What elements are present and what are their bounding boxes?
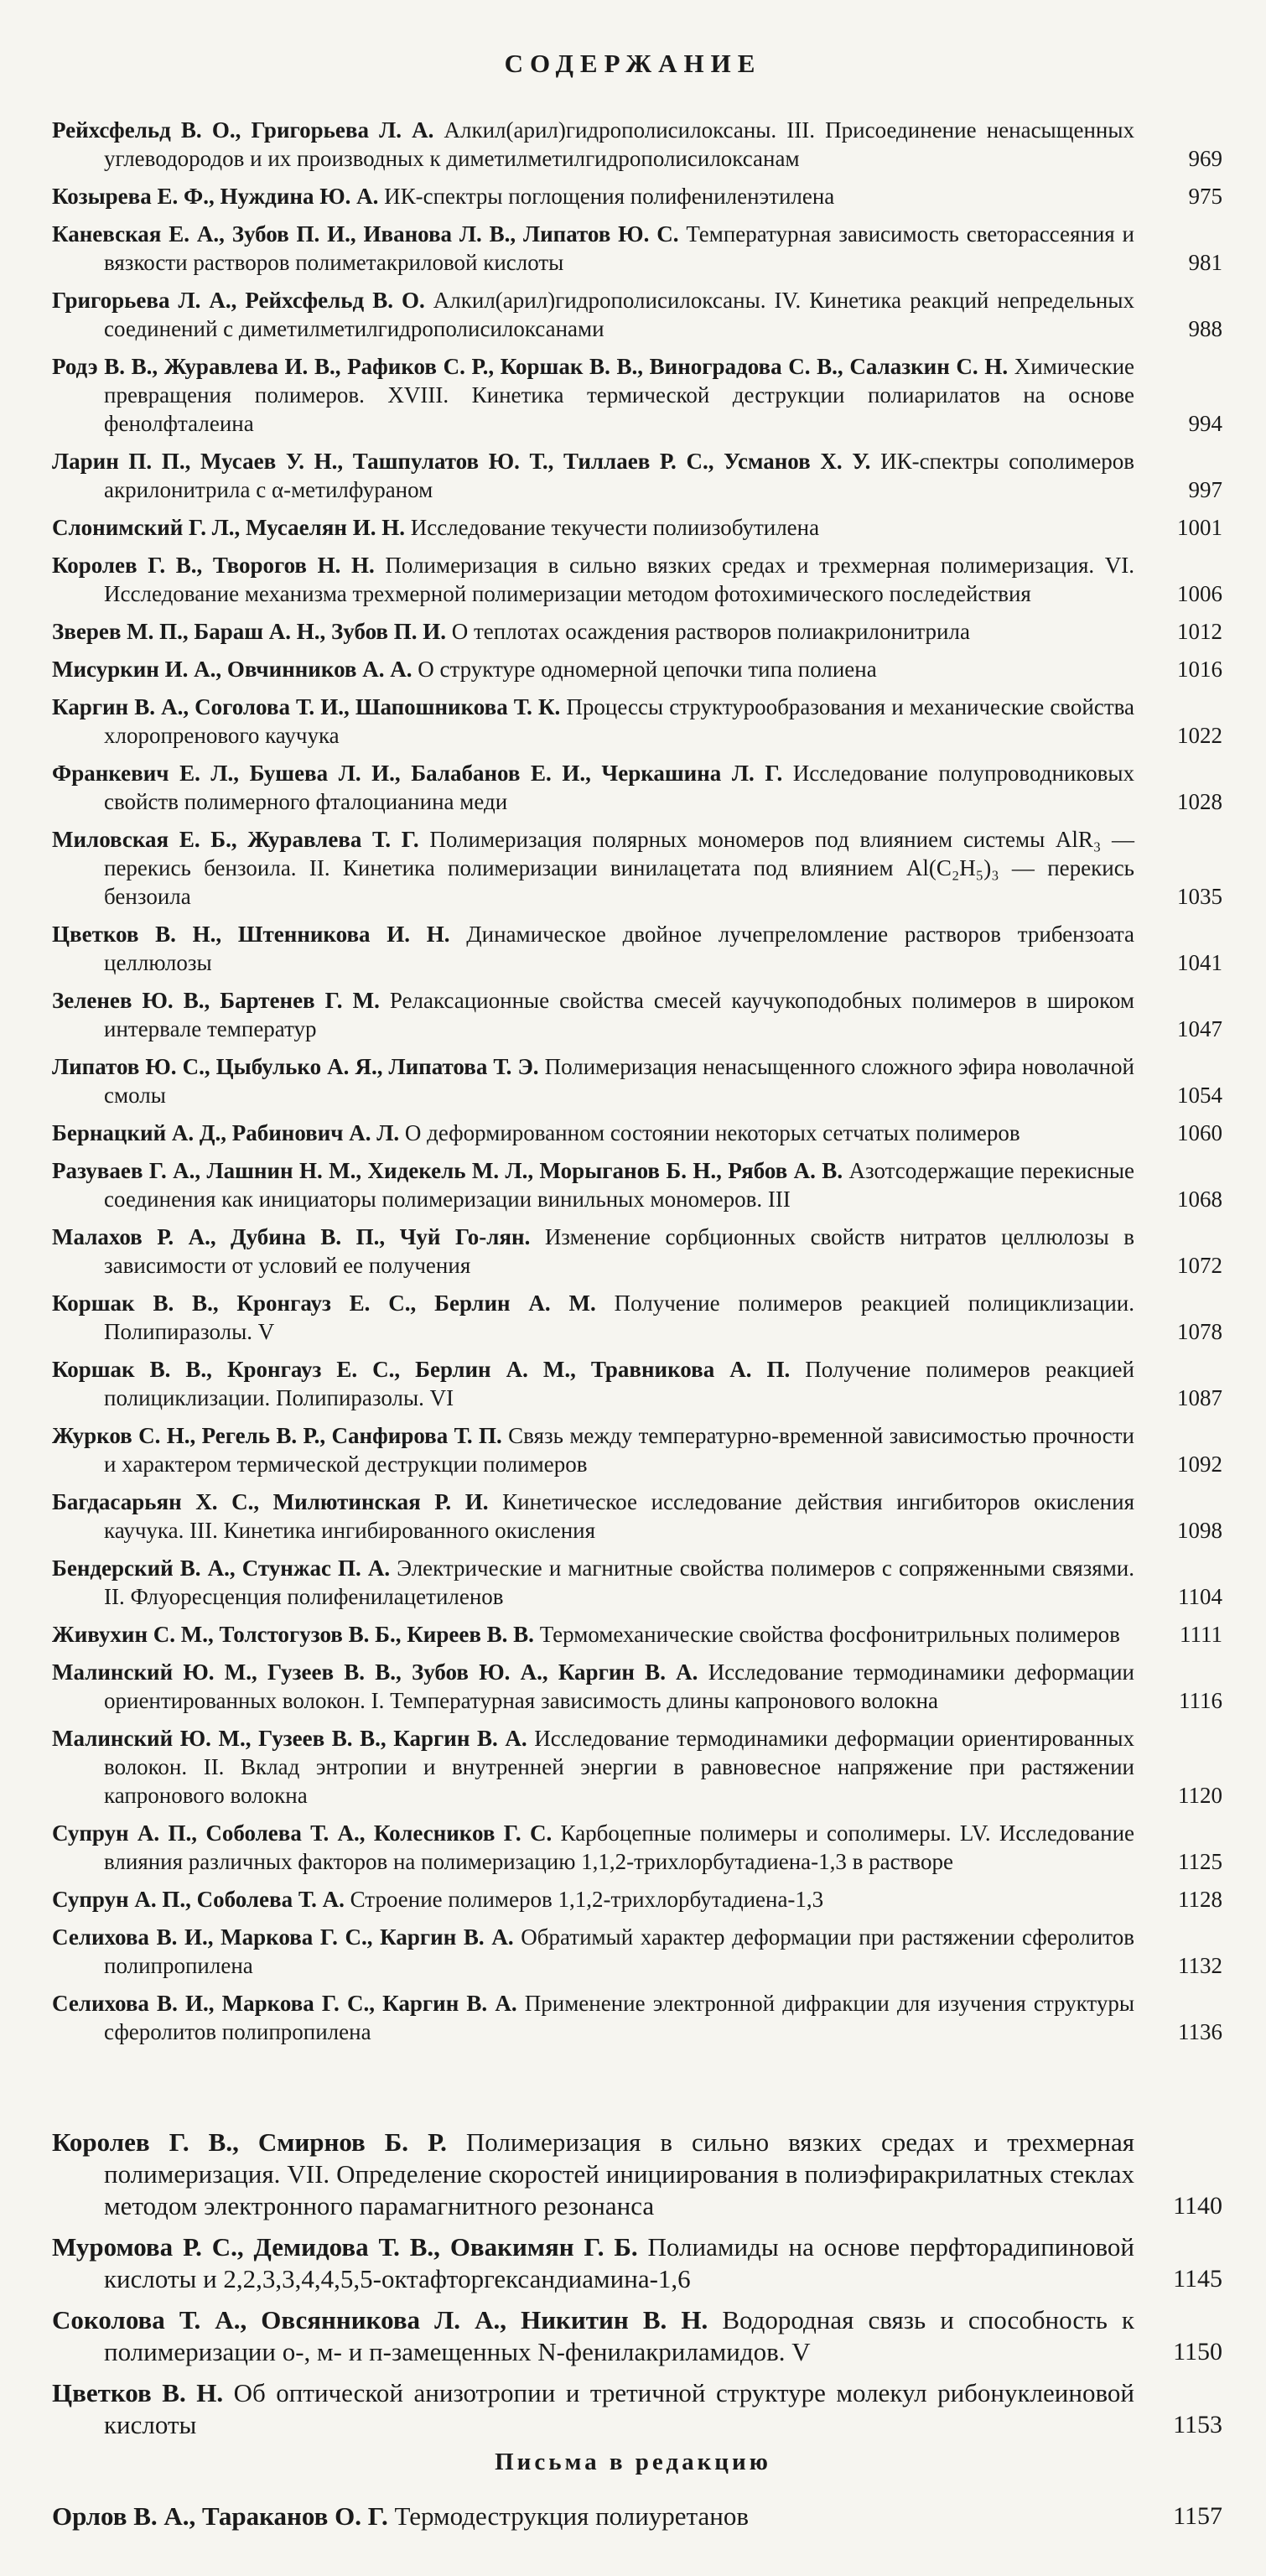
entry-authors: Муромова Р. С., Демидова Т. В., Овакимян Г. Б.	[52, 2232, 638, 2262]
toc-entry	[52, 2501, 1222, 2532]
toc-entry-text	[52, 1052, 1134, 1109]
toc-entry-text	[52, 2377, 1134, 2441]
entry-authors: Каневская Е. А., Зубов П. И., Иванова Л. В., Липатов Ю. С.	[52, 221, 679, 247]
entry-page-number: 997	[1188, 477, 1222, 502]
entry-authors: Бендерский В. А., Стунжас П. А.	[52, 1555, 391, 1581]
entry-authors: Супрун А. П., Соболева Т. А.	[52, 1887, 345, 1912]
entry-title: Динамическое двойное лучепреломление растворов трибензоата целлюлозы	[104, 922, 1134, 975]
toc-entry-text	[52, 617, 1134, 646]
toc-entry	[52, 1724, 1222, 1810]
toc-entry	[52, 655, 1222, 683]
entry-page-number: 1078	[1177, 1319, 1222, 1344]
toc-entry	[52, 513, 1222, 542]
entry-authors: Селихова В. И., Маркова Г. С., Каргин В. А.	[52, 1924, 514, 1950]
entry-title: Полимеризация полярных мономеров под влиянием системы AlR₃ — перекись бензоила. II. Кинетика полимеризации винилацетата под влиянием Al(C₂H₅)₃ — перекись бензоила	[104, 827, 1135, 909]
toc-entry	[52, 1052, 1222, 1109]
entry-title: Обратимый характер деформации при растяжении сферолитов полипропилена	[104, 1924, 1134, 1978]
toc-list-letters	[52, 2501, 1222, 2542]
entry-title: Полимеризация ненасыщенного сложного эфира новолачной смолы	[104, 1054, 1135, 1108]
toc-entry-text	[52, 1156, 1134, 1213]
toc-entry-text	[52, 1989, 1134, 2046]
entry-title: Алкил(арил)гидрополисилоксаны. III. Присоединение ненасыщенных углеводородов и их производных к диметилметилгидрополисилоксанам	[104, 117, 1135, 171]
toc-entry-text	[52, 513, 1134, 542]
toc-entry	[52, 1885, 1222, 1914]
toc-list-main	[52, 116, 1222, 2055]
entry-page-number: 994	[1188, 411, 1222, 436]
toc-entry-text	[52, 1554, 1134, 1611]
toc-entry	[52, 220, 1222, 277]
toc-entry	[52, 1819, 1222, 1876]
toc-entry-text	[52, 1289, 1134, 1346]
entry-page-number: 1116	[1179, 1688, 1222, 1713]
toc-entry-text	[52, 447, 1134, 504]
entry-title: ИК-спектры сополимеров акрилонитрила с α-метилфураном	[104, 449, 1135, 502]
toc-entry	[52, 1989, 1222, 2046]
entry-authors: Родэ В. В., Журавлева И. В., Рафиков С. Р., Коршак В. В., Виноградова С. В., Салазкин С. Н.	[52, 354, 1009, 379]
entry-page-number: 1028	[1177, 789, 1222, 814]
toc-entry	[52, 617, 1222, 646]
entry-authors: Бернацкий А. Д., Рабинович А. Л.	[52, 1120, 400, 1145]
entry-page-number: 981	[1188, 250, 1222, 275]
toc-entry-text	[52, 220, 1134, 277]
entry-page-number: 1120	[1178, 1783, 1222, 1808]
toc-entry-text	[52, 1658, 1134, 1715]
toc-entry	[52, 551, 1222, 608]
toc-entry-text	[52, 693, 1134, 750]
entry-authors: Живухин С. М., Толстогузов В. Б., Киреев В. В.	[52, 1622, 534, 1647]
entry-title: Об оптической анизотропии и третичной структуре молекул рибонуклеиновой кислоты	[104, 2378, 1135, 2439]
toc-entry-text	[52, 1421, 1134, 1478]
toc-entry	[52, 759, 1222, 816]
entry-title: Получение полимеров реакцией полициклизации. Полипиразолы. V	[104, 1291, 1135, 1344]
toc-entry-text	[52, 2304, 1134, 2368]
entry-title: Карбоцепные полимеры и сополимеры. LV. Исследование влияния различных факторов на полимеризацию 1,1,2-трихлорбутадиена-1,3 в растворе	[104, 1820, 1134, 1874]
entry-page-number: 975	[1188, 184, 1222, 209]
toc-entry-text	[52, 2501, 1134, 2532]
toc-entry	[52, 1156, 1222, 1213]
entry-authors: Ларин П. П., Мусаев У. Н., Ташпулатов Ю. Т., Тиллаев Р. С., Усманов Х. У.	[52, 449, 871, 474]
entry-authors: Королев Г. В., Смирнов Б. Р.	[52, 2127, 447, 2157]
entry-page-number: 1072	[1177, 1253, 1222, 1278]
toc-entry-text	[52, 1355, 1134, 1412]
toc-entry	[52, 986, 1222, 1043]
entry-page-number: 1016	[1177, 657, 1222, 682]
toc-entry	[52, 1421, 1222, 1478]
entry-title: Полиамиды на основе перфторадипиновой кислоты и 2,2,3,3,4,4,5,5-октафторгександиамина-1,6	[104, 2232, 1134, 2293]
entry-page-number: 1047	[1177, 1016, 1222, 1041]
entry-title: Процессы структурообразования и механические свойства хлоропренового каучука	[104, 694, 1135, 748]
entry-title: Электрические и магнитные свойства полимеров с сопряженными связями. II. Флуоресценция полифенилацетиленов	[104, 1555, 1134, 1609]
entry-page-number: 1060	[1177, 1120, 1222, 1145]
entry-page-number: 1150	[1173, 2338, 1222, 2366]
entry-page-number: 1145	[1173, 2265, 1222, 2293]
entry-page-number: 1132	[1178, 1953, 1222, 1978]
toc-entry	[52, 1620, 1222, 1649]
entry-title: Исследование текучести полиизобутилена	[410, 515, 820, 540]
entry-title: Термомеханические свойства фосфонитрильных полимеров	[539, 1622, 1120, 1647]
toc-entry-text	[52, 1724, 1134, 1810]
toc-list-supplement	[52, 2127, 1222, 2450]
entry-title: Азотсодержащие перекисные соединения как инициаторы полимеризации винильных мономеров. III	[104, 1158, 1134, 1212]
entry-page-number: 1128	[1178, 1887, 1222, 1912]
entry-authors: Малинский Ю. М., Гузеев В. В., Каргин В. А.	[52, 1726, 527, 1751]
toc-entry-text	[52, 759, 1134, 816]
entry-page-number: 1098	[1177, 1518, 1222, 1543]
entry-title: Температурная зависимость светорассеяния и вязкости растворов полиметакриловой кислоты	[104, 221, 1135, 275]
entry-authors: Зеленев Ю. В., Бартенев Г. М.	[52, 988, 380, 1013]
toc-entry	[52, 920, 1222, 977]
toc-entry-text	[52, 1620, 1134, 1649]
toc-entry-text	[52, 1819, 1134, 1876]
entry-authors: Коршак В. В., Кронгауз Е. С., Берлин А. М., Травникова А. П.	[52, 1357, 791, 1382]
entry-title: Водородная связь и способность к полимеризации о-, м- и п-замещенных N-фенилакриламидов. V	[104, 2305, 1134, 2366]
toc-entry-text	[52, 1885, 1134, 1914]
toc-entry	[52, 825, 1222, 911]
toc-entry	[52, 352, 1222, 438]
entry-title: Алкил(арил)гидрополисилоксаны. IV. Кинетика реакций непредельных соединений с диметилметилгидрополисилоксанами	[104, 288, 1135, 341]
entry-authors: Слонимский Г. Л., Мусаелян И. Н.	[52, 515, 405, 540]
toc-entry	[52, 182, 1222, 210]
entry-page-number: 1136	[1178, 2019, 1222, 2044]
entry-page-number: 1022	[1177, 723, 1222, 748]
entry-authors: Мисуркин И. А., Овчинников А. А.	[52, 657, 412, 682]
entry-authors: Цветков В. Н., Штенникова И. Н.	[52, 922, 450, 947]
entry-title: О структуре одномерной цепочки типа полиена	[418, 657, 877, 682]
toc-entry-text	[52, 1488, 1134, 1545]
entry-authors: Журков С. Н., Регель В. Р., Санфирова Т. П.	[52, 1423, 502, 1448]
toc-entry	[52, 1923, 1222, 1980]
entry-page-number: 1157	[1173, 2502, 1222, 2530]
entry-title: О деформированном состоянии некоторых сетчатых полимеров	[404, 1120, 1020, 1145]
toc-entry	[52, 447, 1222, 504]
entry-page-number: 1035	[1177, 884, 1222, 909]
entry-authors: Зверев М. П., Бараш А. Н., Зубов П. И.	[52, 619, 446, 644]
page-title: СОДЕРЖАНИЕ	[504, 49, 762, 78]
entry-page-number: 1012	[1177, 619, 1222, 644]
toc-entry	[52, 2377, 1222, 2441]
entry-authors: Супрун А. П., Соболева Т. А., Колесников Г. С.	[52, 1820, 553, 1846]
entry-authors: Липатов Ю. С., Цыбулько А. Я., Липатова Т. Э.	[52, 1054, 539, 1079]
entry-page-number: 1125	[1178, 1849, 1222, 1874]
toc-entry	[52, 1289, 1222, 1346]
entry-authors: Каргин В. А., Соголова Т. И., Шапошникова Т. К.	[52, 694, 561, 719]
entry-page-number: 1087	[1177, 1385, 1222, 1410]
toc-entry	[52, 693, 1222, 750]
toc-entry	[52, 1119, 1222, 1147]
entry-title: Применение электронной дифракции для изучения структуры сферолитов полипропилена	[104, 1991, 1135, 2044]
toc-entry	[52, 116, 1222, 173]
entry-authors: Козырева Е. Ф., Нуждина Ю. А.	[52, 184, 379, 209]
letters-heading: Письма в редакцию	[495, 2449, 771, 2475]
toc-entry-text	[52, 352, 1134, 438]
entry-authors: Коршак В. В., Кронгауз Е. С., Берлин А. М.	[52, 1291, 596, 1316]
entry-title: Исследование полупроводниковых свойств полимерного фталоцианина меди	[104, 761, 1134, 814]
entry-authors: Багдасарьян Х. С., Милютинская Р. И.	[52, 1489, 489, 1514]
entry-title: Исследование термодинамики деформации ориентированных волокон. II. Вклад энтропии и внутренней энергии в равновесное напряжение при растяжении капронового волокна	[104, 1726, 1134, 1808]
entry-page-number: 988	[1188, 316, 1222, 341]
toc-entry-text	[52, 2231, 1134, 2295]
entry-authors: Королев Г. В., Творогов Н. Н.	[52, 553, 375, 578]
toc-entry-text	[52, 1119, 1134, 1147]
toc-entry	[52, 286, 1222, 343]
entry-authors: Цветков В. Н.	[52, 2378, 224, 2407]
toc-entry	[52, 1355, 1222, 1412]
toc-entry	[52, 1488, 1222, 1545]
toc-entry	[52, 1658, 1222, 1715]
toc-entry	[52, 1223, 1222, 1280]
entry-title: Кинетическое исследование действия ингибиторов окисления каучука. III. Кинетика ингибированного окисления	[104, 1489, 1134, 1543]
entry-title: Получение полимеров реакцией полициклизации. Полипиразолы. VI	[104, 1357, 1134, 1410]
entry-page-number: 1153	[1173, 2411, 1222, 2438]
toc-entry	[52, 2231, 1222, 2295]
entry-title: Химические превращения полимеров. XVIII. Кинетика термической деструкции полиарилатов на основе фенолфталеина	[104, 354, 1135, 436]
entry-title: Релаксационные свойства смесей каучукоподобных полимеров в широком интервале температур	[104, 988, 1135, 1041]
toc-entry-text	[52, 986, 1134, 1043]
entry-page-number: 1140	[1173, 2192, 1222, 2220]
entry-authors: Орлов В. А., Тараканов О. Г.	[52, 2501, 388, 2531]
toc-entry	[52, 2304, 1222, 2368]
toc-entry	[52, 2127, 1222, 2222]
toc-entry-text	[52, 825, 1134, 911]
entry-page-number: 969	[1188, 146, 1222, 171]
toc-entry	[52, 1554, 1222, 1611]
entry-page-number: 1104	[1178, 1584, 1222, 1609]
entry-authors: Селихова В. И., Маркова Г. С., Каргин В. А.	[52, 1991, 517, 2016]
toc-entry-text	[52, 286, 1134, 343]
toc-entry-text	[52, 2127, 1134, 2222]
toc-entry-text	[52, 655, 1134, 683]
entry-title: Полимеризация в сильно вязких средах и трехмерная полимеризация. VII. Определение скоростей инициирования в полиэфиракрилатных стеклах методом электронного парамагнитного резонанса	[104, 2127, 1134, 2220]
entry-title: Связь между температурно-временной зависимостью прочности и характером термической деструкции полимеров	[104, 1423, 1135, 1477]
entry-title: Термодеструкция полиуретанов	[394, 2501, 749, 2531]
toc-entry-text	[52, 1223, 1134, 1280]
entry-page-number: 1111	[1180, 1622, 1222, 1647]
entry-page-number: 1068	[1177, 1187, 1222, 1212]
entry-authors: Франкевич Е. Л., Бушева Л. И., Балабанов Е. И., Черкашина Л. Г.	[52, 761, 783, 786]
entry-authors: Малахов Р. А., Дубина В. П., Чуй Го-лян.	[52, 1224, 531, 1249]
entry-authors: Соколова Т. А., Овсянникова Л. А., Никитин В. Н.	[52, 2305, 708, 2334]
entry-title: Строение полимеров 1,1,2-трихлорбутадиена-1,3	[350, 1887, 824, 1912]
toc-entry-text	[52, 920, 1134, 977]
entry-title: Изменение сорбционных свойств нитратов целлюлозы в зависимости от условий ее получения	[104, 1224, 1134, 1278]
entry-title: ИК-спектры поглощения полифениленэтилена	[384, 184, 835, 209]
entry-authors: Рейхсфельд В. О., Григорьева Л. А.	[52, 117, 434, 143]
entry-page-number: 1092	[1177, 1452, 1222, 1477]
entry-authors: Малинский Ю. М., Гузеев В. В., Зубов Ю. А., Каргин В. А.	[52, 1659, 698, 1685]
entry-authors: Григорьева Л. А., Рейхсфельд В. О.	[52, 288, 425, 313]
toc-entry-text	[52, 182, 1134, 210]
entry-title: О теплотах осаждения растворов полиакрилонитрила	[451, 619, 970, 644]
entry-title: Полимеризация в сильно вязких средах и трехмерная полимеризация. VI. Исследование механизма трехмерной полимеризации методом фотохимического последействия	[104, 553, 1135, 606]
toc-entry-text	[52, 551, 1134, 608]
entry-page-number: 1041	[1177, 950, 1222, 975]
toc-entry-text	[52, 116, 1134, 173]
entry-page-number: 1054	[1177, 1083, 1222, 1108]
entry-title: Исследование термодинамики деформации ориентированных волокон. I. Температурная зависимость длины капронового волокна	[104, 1659, 1135, 1713]
toc-entry-text	[52, 1923, 1134, 1980]
entry-authors: Миловская Е. Б., Журавлева Т. Г.	[52, 827, 419, 852]
entry-page-number: 1001	[1177, 515, 1222, 540]
entry-authors: Разуваев Г. А., Лашнин Н. М., Хидекель М. Л., Морыганов Б. Н., Рябов А. В.	[52, 1158, 843, 1183]
entry-page-number: 1006	[1177, 581, 1222, 606]
